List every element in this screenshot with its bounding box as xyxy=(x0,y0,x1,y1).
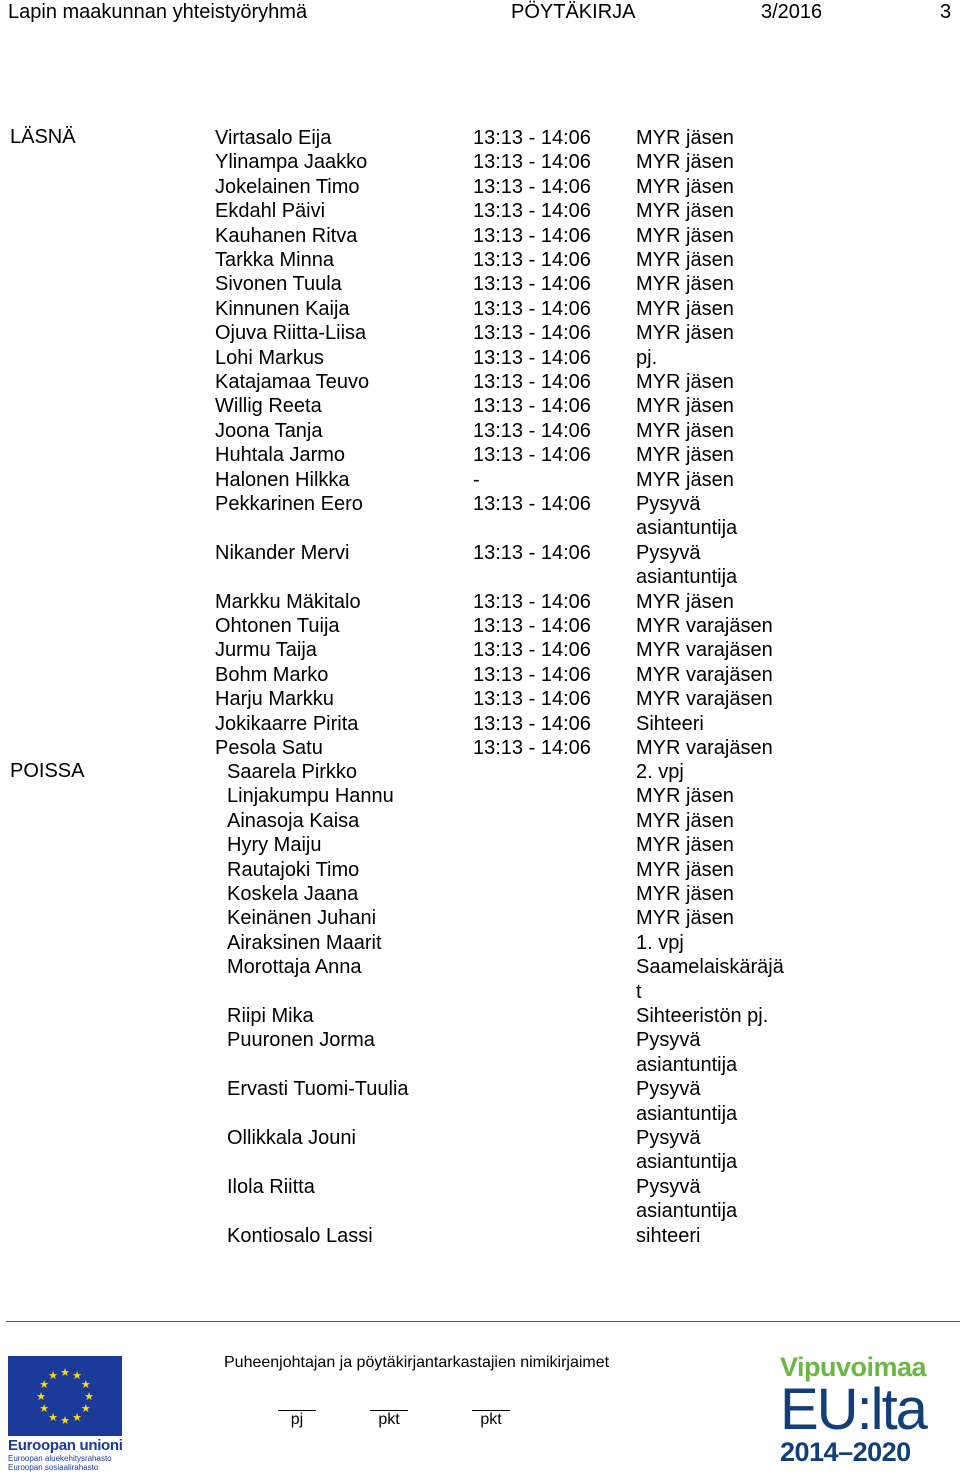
member-role: asiantuntija xyxy=(636,1053,738,1076)
member-name: Saarela Pirkko xyxy=(227,761,358,783)
attendance-time: 13:13 - 14:06 xyxy=(473,346,591,369)
table-row xyxy=(0,931,960,955)
absent-section-label: POISSA xyxy=(10,760,85,782)
table-row xyxy=(0,1224,960,1248)
member-name: Pesola Satu xyxy=(215,737,323,759)
member-name: Riipi Mika xyxy=(227,1005,314,1027)
member-role: MYR jäsen xyxy=(636,834,734,857)
table-row xyxy=(0,419,960,443)
table-row xyxy=(0,1053,960,1077)
member-name: Willig Reeta xyxy=(215,395,322,418)
member-role: Sihteeri xyxy=(636,712,704,735)
member-role: asiantuntija xyxy=(636,517,738,540)
page-header xyxy=(0,0,960,26)
member-role: MYR jäsen xyxy=(636,858,734,881)
member-name: Virtasalo Eija xyxy=(215,127,332,149)
member-role: MYR varajäsen xyxy=(636,663,773,686)
header-page-number: 3 xyxy=(940,1,952,23)
member-name: Tarkka Minna xyxy=(215,249,334,271)
member-name: Airaksinen Maarit xyxy=(227,931,382,954)
member-name: Jokelainen Timo xyxy=(215,175,360,198)
member-role: MYR jäsen xyxy=(636,249,734,271)
member-role: MYR jäsen xyxy=(636,907,734,930)
attendance-time: - xyxy=(473,468,480,491)
table-row xyxy=(0,687,960,711)
member-name: Ekdahl Päivi xyxy=(215,200,326,223)
member-role: Saamelaiskäräjä xyxy=(636,956,784,979)
header-organization: Lapin maakunnan yhteistyöryhmä xyxy=(8,1,308,23)
signature-label: pj xyxy=(290,1411,304,1428)
member-role: MYR varajäsen xyxy=(636,688,773,711)
member-name: Ervasti Tuomi-Tuulia xyxy=(227,1078,409,1101)
member-name: Nikander Mervi xyxy=(215,541,350,564)
attendance-time: 13:13 - 14:06 xyxy=(473,273,591,296)
eu-logo xyxy=(8,1356,124,1472)
member-name: Kauhanen Ritva xyxy=(215,224,358,247)
attendance-time: 13:13 - 14:06 xyxy=(473,493,591,515)
header-number: 3/2016 xyxy=(761,1,823,23)
eu-logo-name: Euroopan unioni xyxy=(8,1437,123,1454)
vipuvoimaa-logo xyxy=(780,1352,956,1466)
member-name: Halonen Hilkka xyxy=(215,468,350,491)
table-row xyxy=(0,126,960,150)
star-icon: ★ xyxy=(39,1379,50,1391)
table-row xyxy=(0,297,960,321)
member-name: Markku Mäkitalo xyxy=(215,590,361,613)
attendance-time: 13:13 - 14:06 xyxy=(473,297,591,320)
table-row xyxy=(0,346,960,370)
table-row xyxy=(0,224,960,248)
signature-pj xyxy=(278,1396,316,1429)
star-icon: ★ xyxy=(48,1370,58,1383)
member-name: Huhtala Jarmo xyxy=(215,444,346,467)
signature-label: pkt xyxy=(378,1411,400,1428)
attendance-time: 13:13 - 14:06 xyxy=(473,590,591,613)
attendance-time: 13:13 - 14:06 xyxy=(473,224,591,247)
table-row xyxy=(0,248,960,272)
signature-label: pkt xyxy=(480,1411,502,1428)
member-role: MYR varajäsen xyxy=(636,615,773,637)
eu-flag-icon xyxy=(8,1356,122,1436)
attendance-time: 13:13 - 14:06 xyxy=(473,371,591,393)
attendance-time: 13:13 - 14:06 xyxy=(473,249,591,271)
table-row xyxy=(0,809,960,833)
member-role: t xyxy=(636,980,642,1003)
eu-logo-line1: Euroopan aluekehitysrahasto xyxy=(8,1454,112,1463)
member-role: MYR jäsen xyxy=(636,273,734,296)
table-row xyxy=(0,663,960,687)
member-role: MYR jäsen xyxy=(636,297,734,320)
member-role: MYR jäsen xyxy=(636,468,734,491)
star-icon: ★ xyxy=(84,1391,94,1403)
star-icon: ★ xyxy=(72,1370,82,1383)
attendance-time: 13:13 - 14:06 xyxy=(473,395,591,418)
member-name: Jurmu Taija xyxy=(215,639,317,662)
table-row xyxy=(0,1004,960,1028)
table-row xyxy=(0,833,960,857)
member-role: MYR jäsen xyxy=(636,444,734,467)
attendance-time: 13:13 - 14:06 xyxy=(473,712,591,735)
attendance-time: 13:13 - 14:06 xyxy=(473,663,591,686)
table-row xyxy=(0,175,960,199)
member-role: Pysyvä xyxy=(636,1175,701,1198)
member-name: Joona Tanja xyxy=(215,419,323,442)
member-name: Koskela Jaana xyxy=(227,883,359,905)
star-icon: ★ xyxy=(60,1415,70,1427)
attendance-time: 13:13 - 14:06 xyxy=(473,322,591,345)
table-row xyxy=(0,1126,960,1150)
star-icon: ★ xyxy=(48,1411,58,1424)
footer-divider xyxy=(6,1321,960,1322)
table-row xyxy=(0,492,960,516)
eu-logo-line2: Euroopan sosiaalirahasto xyxy=(8,1463,99,1472)
table-row xyxy=(0,980,960,1004)
signature-pkt-2 xyxy=(472,1396,510,1429)
member-role: Pysyvä xyxy=(636,493,701,515)
member-name: Ylinampa Jaakko xyxy=(215,151,368,174)
table-row xyxy=(0,1028,960,1052)
member-role: Pysyvä xyxy=(636,541,701,564)
member-role: MYR jäsen xyxy=(636,175,734,198)
attendance-time: 13:13 - 14:06 xyxy=(473,444,591,467)
member-role: MYR jäsen xyxy=(636,127,734,149)
member-name: Ollikkala Jouni xyxy=(227,1127,356,1149)
star-icon: ★ xyxy=(39,1403,50,1415)
table-row xyxy=(0,394,960,418)
member-role: 2. vpj xyxy=(636,761,684,783)
present-section-label: LÄSNÄ xyxy=(10,126,76,148)
member-name: Ilola Riitta xyxy=(227,1175,315,1198)
member-name: Harju Markku xyxy=(215,688,334,711)
attendance-time: 13:13 - 14:06 xyxy=(473,151,591,174)
member-role: MYR varajäsen xyxy=(636,639,773,662)
table-row xyxy=(0,1150,960,1174)
member-role: Pysyvä xyxy=(636,1078,701,1101)
member-name: Ohtonen Tuija xyxy=(215,615,340,637)
member-name: Keinänen Juhani xyxy=(227,907,377,930)
member-role: MYR jäsen xyxy=(636,785,734,808)
star-icon: ★ xyxy=(60,1367,70,1379)
attendance-time: 13:13 - 14:06 xyxy=(473,127,591,149)
member-role: MYR jäsen xyxy=(636,590,734,613)
table-row xyxy=(0,712,960,736)
vipuvoimaa-logo-top: Vipuvoimaa xyxy=(780,1352,927,1382)
table-row xyxy=(0,565,960,589)
member-role: MYR jäsen xyxy=(636,224,734,247)
signature-pkt-1 xyxy=(370,1396,408,1429)
table-row xyxy=(0,906,960,930)
attendance-time: 13:13 - 14:06 xyxy=(473,200,591,223)
member-name: Lohi Markus xyxy=(215,346,324,369)
table-row xyxy=(0,199,960,223)
table-row xyxy=(0,516,960,540)
signature-line xyxy=(370,1396,408,1411)
table-row xyxy=(0,784,960,808)
member-name: Bohm Marko xyxy=(215,663,329,686)
member-name: Ojuva Riitta-Liisa xyxy=(215,322,367,345)
member-name: Katajamaa Teuvo xyxy=(215,371,370,393)
table-row xyxy=(0,882,960,906)
member-name: Rautajoki Timo xyxy=(227,858,360,881)
member-name: Morottaja Anna xyxy=(227,956,362,979)
member-role: MYR jäsen xyxy=(636,371,734,393)
header-document-type: PÖYTÄKIRJA xyxy=(511,1,636,23)
member-name: Linjakumpu Hannu xyxy=(227,785,394,808)
member-role: asiantuntija xyxy=(636,1200,738,1223)
member-role: 1. vpj xyxy=(636,931,684,954)
star-icon: ★ xyxy=(36,1391,46,1403)
star-icon: ★ xyxy=(80,1403,91,1415)
attendance-time: 13:13 - 14:06 xyxy=(473,175,591,198)
member-name: Puuronen Jorma xyxy=(227,1029,375,1052)
vipuvoimaa-logo-years: 2014–2020 xyxy=(780,1437,911,1467)
member-role: MYR jäsen xyxy=(636,200,734,223)
attendance-time: 13:13 - 14:06 xyxy=(473,737,591,759)
table-row xyxy=(0,541,960,565)
table-row xyxy=(0,638,960,662)
member-role: MYR jäsen xyxy=(636,809,734,832)
vipuvoimaa-logo-middle: EU:lta xyxy=(780,1377,926,1442)
member-role: Pysyvä xyxy=(636,1127,701,1149)
member-name: Kontiosalo Lassi xyxy=(227,1224,373,1247)
member-role: MYR varajäsen xyxy=(636,737,773,759)
table-row xyxy=(0,590,960,614)
table-row xyxy=(0,736,960,760)
attendance-time: 13:13 - 14:06 xyxy=(473,615,591,637)
member-role: Sihteeristön pj. xyxy=(636,1005,769,1027)
member-role: MYR jäsen xyxy=(636,322,734,345)
member-name: Jokikaarre Pirita xyxy=(215,712,359,735)
member-role: MYR jäsen xyxy=(636,151,734,174)
member-role: MYR jäsen xyxy=(636,419,734,442)
signature-title: Puheenjohtajan ja pöytäkirjantarkastajien nimikirjaimet xyxy=(224,1354,610,1371)
member-name: Pekkarinen Eero xyxy=(215,493,363,515)
table-row xyxy=(0,1175,960,1199)
table-row xyxy=(0,614,960,638)
member-name: Hyry Maiju xyxy=(227,834,322,857)
signature-line xyxy=(278,1396,316,1411)
star-icon: ★ xyxy=(72,1411,82,1424)
table-row xyxy=(0,468,960,492)
member-role: asiantuntija xyxy=(636,1151,738,1174)
table-row xyxy=(0,370,960,394)
table-row xyxy=(0,1199,960,1223)
member-role: pj. xyxy=(636,346,658,369)
table-row xyxy=(0,1077,960,1101)
signature-line xyxy=(472,1396,510,1411)
member-role: asiantuntija xyxy=(636,1102,738,1125)
member-role: MYR jäsen xyxy=(636,395,734,418)
member-role: sihteeri xyxy=(636,1224,701,1247)
table-row xyxy=(0,272,960,296)
member-role: asiantuntija xyxy=(636,566,738,589)
table-row xyxy=(0,760,960,784)
attendance-time: 13:13 - 14:06 xyxy=(473,639,591,662)
table-row xyxy=(0,858,960,882)
star-icon: ★ xyxy=(80,1379,91,1391)
table-row xyxy=(0,443,960,467)
attendance-time: 13:13 - 14:06 xyxy=(473,541,591,564)
table-row xyxy=(0,1102,960,1126)
member-name: Kinnunen Kaija xyxy=(215,297,350,320)
table-row xyxy=(0,955,960,979)
member-role: Pysyvä xyxy=(636,1029,701,1052)
attendance-time: 13:13 - 14:06 xyxy=(473,419,591,442)
member-role: MYR jäsen xyxy=(636,883,734,905)
attendance-time: 13:13 - 14:06 xyxy=(473,688,591,711)
table-row xyxy=(0,150,960,174)
member-name: Sivonen Tuula xyxy=(215,273,342,296)
member-name: Ainasoja Kaisa xyxy=(227,809,360,832)
table-row xyxy=(0,321,960,345)
